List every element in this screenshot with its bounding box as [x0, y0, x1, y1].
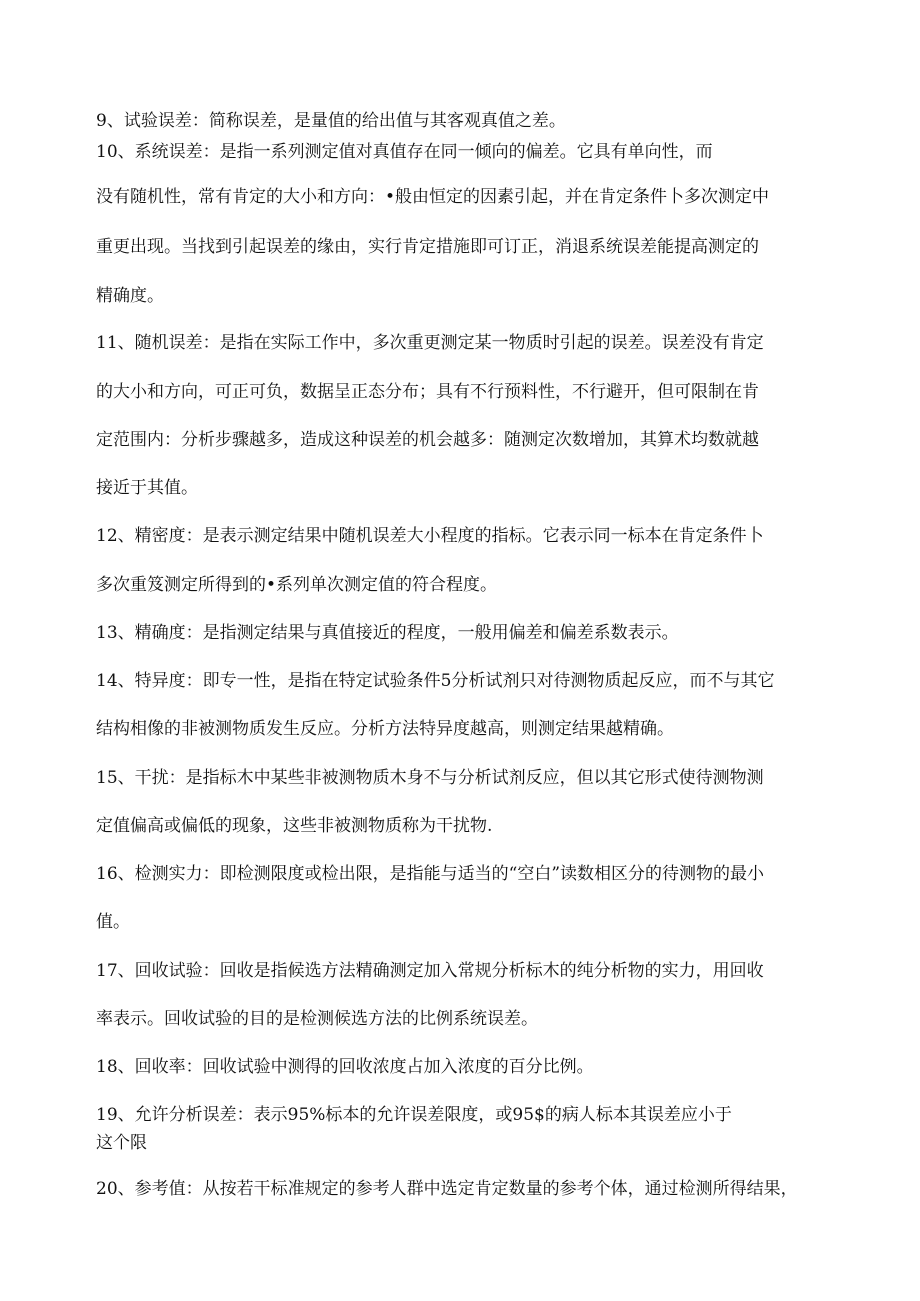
text-line: 结构相像的非被测物质发生反应。分析方法特异度越高，则测定结果越精确。 — [96, 719, 674, 739]
text-line: 18、回收率：回收试验中测得的回收浓度占加入浓度的百分比例。 — [96, 1057, 594, 1077]
text-line: 的大小和方向，可正可负，数据呈正态分布；具有不行预料性，不行避开，但可限制在肯 — [96, 382, 759, 402]
text-line: 10、系统误差：是指一系列测定值对真值存在同一倾向的偏差。它具有单向性，而 — [96, 142, 713, 162]
text-line: 9、试验误差：简称误差，是量值的给出值与其客观真值之差。 — [96, 111, 566, 131]
text-line: 定范围内：分析步骤越多，造成这种误差的机会越多：随测定次数增加，其算术均数就越 — [96, 430, 759, 450]
text-line: 11、随机误差：是指在实际工作中，多次重更测定某一物质时引起的误差。误差没有肯定 — [96, 333, 764, 353]
text-line: 没有随机性，常有肯定的大小和方向：•般由恒定的因素引起，并在肯定条件卜多次测定中 — [96, 187, 770, 207]
text-line: 率表示。回收试验的目的是检测候选方法的比例系统误差。 — [96, 1009, 538, 1029]
text-line: 接近于其值。 — [96, 478, 198, 498]
text-line: 13、精确度：是指测定结果与真值接近的程度，一般用偏差和偏差系数表示。 — [96, 623, 679, 643]
text-line: 19、允许分析误差：表示95%标本的允许误差限度，或95$的病人标本其误差应小于 — [96, 1105, 732, 1125]
text-line: 14、特异度：即专一性，是指在特定试验条件5分析试剂只对待测物质起反应，而不与其它 — [96, 671, 775, 691]
text-line: 定值偏高或偏低的现象，这些非被测物质称为干扰物. — [96, 816, 493, 836]
text-line: 16、检测实力：即检测限度或检出限，是指能与适当的“空白”读数相区分的待测物的最小 — [96, 864, 765, 884]
text-line: 值。 — [96, 912, 130, 932]
text-line: 12、精密度：是表示测定结果中随机误差大小程度的指标。它表示同一标本在肯定条件卜 — [96, 526, 764, 546]
text-line: 20、参考值：从按若干标准规定的参考人群中选定肯定数量的参考个体，通过检测所得结果， — [96, 1179, 798, 1199]
text-line: 15、干扰：是指标木中某些非被测物质木身不与分析试剂反应，但以其它形式使待测物测 — [96, 768, 764, 788]
text-line: 多次重笈测定所得到的•系列单次测定值的符合程度。 — [96, 575, 498, 595]
text-line: 精确度。 — [96, 286, 164, 306]
text-line: 17、回收试验：回收是指候选方法精确测定加入常规分析标木的纯分析物的实力，用回收 — [96, 961, 764, 981]
text-line: 这个限 — [96, 1133, 147, 1153]
text-line: 重更出现。当找到引起误差的缘由，实行肯定措施即可订正，消退系统误差能提高测定的 — [96, 237, 759, 257]
